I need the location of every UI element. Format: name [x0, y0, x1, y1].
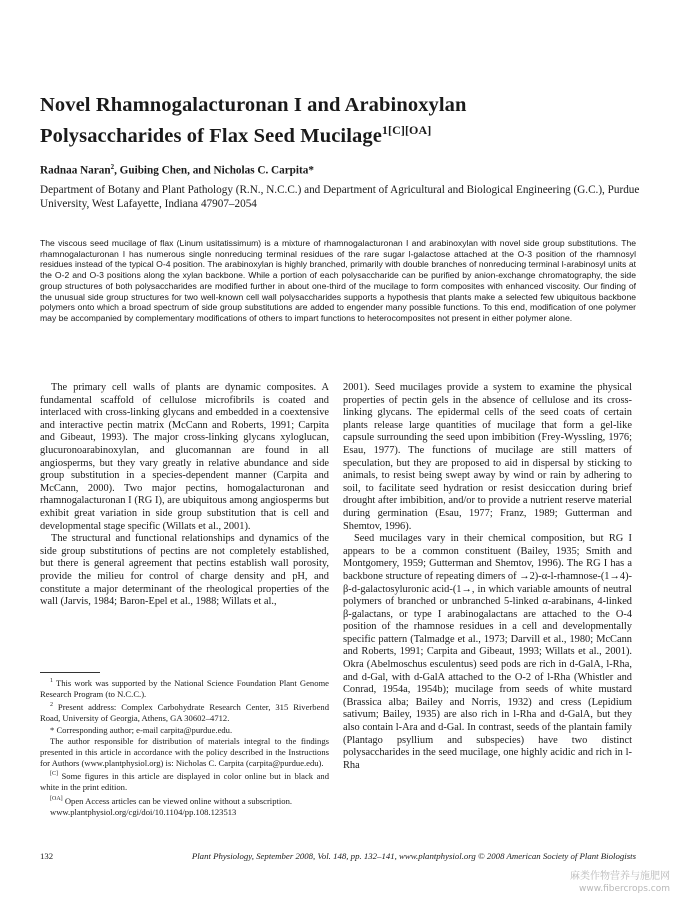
footnote-text: The author responsible for distribution of materials integral to the findings presented in this article in accordance with the policy described in the Instructions for Authors (www.plantphysiol.org) is: Nicholas C. Carpita (carpita@purdue.edu).: [40, 735, 329, 769]
author-others: , Guibing Chen, and Nicholas C. Carpita*: [114, 164, 314, 177]
body-paragraph: The structural and functional relationships and dynamics of the side group substitutions of pectins are not completely established, but there is general agreement that pectins establish wall porosity, provide the milieu for control of charge density and pH, and constitute a major determinant of the rheological properties of the wall (Jarvis, 1984; Baron-Epel et al., 1988; Willats et al.,: [40, 533, 329, 608]
author-1-footnote: 2: [110, 163, 115, 171]
title-footnote-marks: 1[C][OA]: [381, 123, 432, 137]
site-watermark: [570, 871, 670, 895]
page-number: 132: [40, 851, 54, 861]
body-paragraph: 2001). Seed mucilages provide a system to examine the physical properties of pectin gels in the absence of cellulose and its cross-linking glycans. The epidermal cells of the seed coats of certain plants release large quantities of mucilage that form a gel-like capsule surrounding the seed upon imbibition (Frey-Wyssling, 1976; Esau, 1977). The functions of mucilage are still matters of speculation, but they are proposed to aid in dispersal by sticking to animals, to resist being swept away by wind or rain by adhering to soil, to facilitate seed hydration or resist desiccation during brief drought after imbibition, and/or to provide a nutrient reserve material during germination (Esau, 1977; Franz, 1989; Gutterman and Shemtov, 1996).: [343, 382, 632, 532]
footnote: [40, 676, 329, 700]
footnote-divider: [40, 672, 100, 673]
body-paragraph: Seed mucilages vary in their chemical composition, but RG I appears to be a common constituent (Bailey, 1935; Smith and Montgomery, 1959; Gutterman and Shemtov, 1996). The RG I has a backbone structure of repeating dimers of →2)-α-l-rhamnose-(1→4)-β-d-galactosyluronic acid-(1→, in which variable amounts of neutral polymers of branched or unbranched 5-linked α-arabinans, 4-linked β-galactans, or type I arabinogalactans are attached to the O-4 position of the rhamnose residues in a cell and developmentally specific pattern (Talmadge et al., 1973; Darvill et al., 1980; McCann and Roberts, 1991; Carpita and Gibeaut, 1993; Willats et al., 2001). Okra (Abelmoschus esculentus) seed pods are rich in d-GalA, l-Rha, and d-Gal, with d-GalA attached to the O-2 of l-Rha (Whistler and Conrad, 1954a, 1954b); mucilage from seeds of white mustard (Brassica alba; Bailey and Norris, 1932) and cress (Lepidium sativum; Bailey, 1935) are also rich in l-Rha and d-GalA, but they also contain l-Ara and d-Gal. In contrast, seeds of the plantain family (Plantago psyllium and subspecies) have two distinct polysaccharides in the seed mucilage, one highly acidic and rich in l-Rha: [343, 533, 632, 771]
footnote-text: Open Access articles can be viewed online without a subscription.: [62, 795, 293, 806]
body-column-left: [40, 382, 329, 609]
watermark-line-2: www.fibercrops.com: [579, 884, 670, 894]
page-footer: [40, 851, 636, 861]
footnote-mark: [C]: [50, 771, 58, 778]
journal-citation: Plant Physiology, September 2008, Vol. 148, pp. 132–141, www.plantphysiol.org © 2008 American Society of Plant Biologists: [191, 851, 636, 861]
footnote: [40, 725, 329, 736]
affiliation: Department of Botany and Plant Pathology (R.N., N.C.C.) and Department of Agricultural and Biological Engineering (G.C.), Purdue University, West Lafayette, Indiana 47907–2054: [40, 184, 640, 210]
footnote-mark: 1: [50, 678, 53, 684]
author-list: [40, 163, 640, 177]
doi-link[interactable]: [40, 807, 329, 818]
footnotes: [40, 676, 329, 818]
footnote: [40, 736, 329, 770]
footnote: [40, 700, 329, 724]
footnote-text: Some figures in this article are displayed in color online but in black and white in the print edition.: [40, 771, 329, 793]
paper-title: [40, 93, 640, 149]
footnote-text: Present address: Complex Carbohydrate Research Center, 315 Riverbend Road, University of Georgia, Athens, GA 30602–4712.: [40, 702, 329, 724]
footnote-mark: 2: [50, 702, 53, 709]
footnote-mark: [OA]: [50, 795, 63, 802]
footnote: [40, 794, 329, 807]
doi-text[interactable]: www.plantphysiol.org/cgi/doi/10.1104/pp.108.123513: [50, 806, 237, 817]
footnote-text: * Corresponding author; e-mail carpita@purdue.edu.: [50, 724, 233, 735]
title-line-1: Novel Rhamnogalacturonan I and Arabinoxylan: [40, 94, 467, 116]
body-paragraph: The primary cell walls of plants are dynamic composites. A fundamental scaffold of cellulose microfibrils is coated and interlaced with cross-linking glycans and embedded in a coextensive and interactive pectin matrix (McCann and Roberts, 1991; Carpita and Gibeaut, 1993). The major cross-linking glycans xyloglucan, glucuronoarabinoxylan, and glucomannan are found in all angiosperms, but they vary greatly in relative abundance and side group substitution in a species-dependent manner (Carpita and McCann, 2000). Two major pectins, homogalacturonan and rhamnogalacturonan I (RG I), are ubiquitous among angiosperms but exhibit great variation in side group substitution that is cell and developmental stage specific (Willats et al., 2001).: [40, 382, 329, 532]
author-1: Radnaa Naran: [40, 164, 111, 177]
title-line-2: Polysaccharides of Flax Seed Mucilage: [40, 125, 382, 147]
abstract: The viscous seed mucilage of flax (Linum usitatissimum) is a mixture of rhamnogalacturonan I and arabinoxylan with novel side group substitutions. The rhamnogalacturonan I has numerous single nonreducing terminal residues of the rare sugar l-galactose attached at the O-3 position of the rhamnosyl residues instead of the typical O-4 position. The arabinoxylan is highly branched, primarily with double branches of nonreducing terminal l-arabinosyl units at the O-2 and O-3 positions along the xylan backbone. While a portion of each polysaccharide can be purified by anion-exchange chromatography, the side group structures of both polysaccharides are modified further in about one-third of the mucilage to form composites with enhanced viscosity. Our finding of the unusual side group structures for two well-known cell wall polysaccharides supports a hypothesis that plants make a selected few ubiquitous backbone polymers onto which a broad spectrum of side group substitutions are added to engender many possible functions. To this end, modification of one polymer may be accompanied by complementary modifications of others to impart functions to heterocomposites not present in either polymer alone.: [40, 238, 636, 323]
footnote: [40, 769, 329, 793]
footnote-text: This work was supported by the National Science Foundation Plant Genome Research Program (to N.C.C.).: [40, 677, 329, 700]
watermark-line-1: 麻类作物营养与施肥网: [570, 871, 670, 882]
body-column-right: [343, 382, 632, 772]
